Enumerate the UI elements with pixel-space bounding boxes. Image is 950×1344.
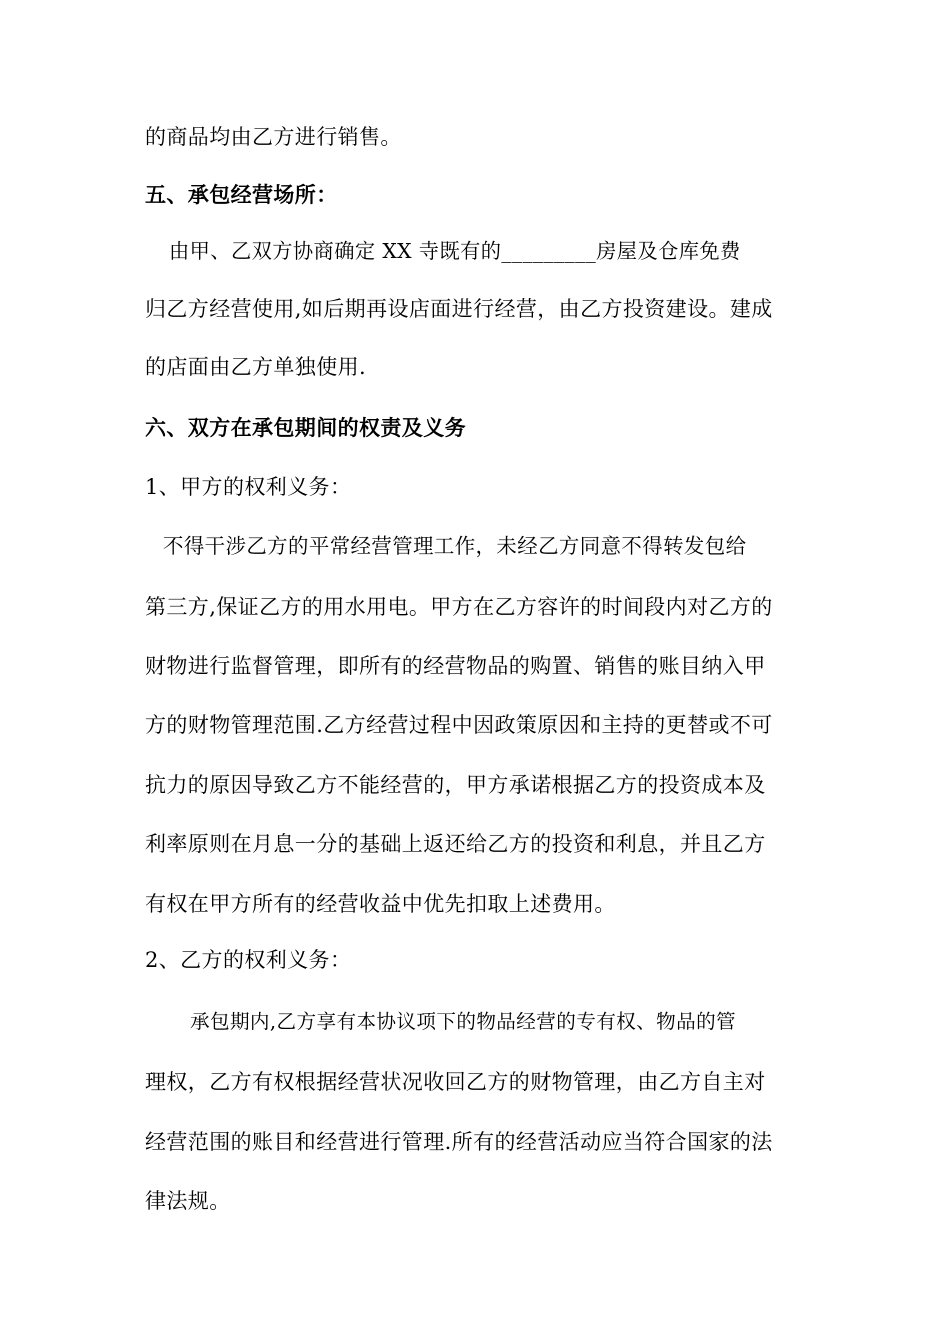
section-heading-5: 五、承包经营场所：: [145, 182, 338, 207]
text-line: 有权在甲方所有的经营收益中优先扣取上述费用。: [145, 892, 616, 916]
text-line: 第三方,保证乙方的用水用电。甲方在乙方容许的时间段内对乙方的: [145, 595, 773, 619]
text-line: 利率原则在月息一分的基础上返还给乙方的投资和利息，并且乙方: [145, 832, 766, 856]
section-heading-6: 六、双方在承包期间的权责及义务: [145, 415, 466, 440]
subheading-party-a: 1、甲方的权利义务：: [145, 475, 352, 499]
text-line: 理权，乙方有权根据经营状况收回乙方的财物管理，由乙方自主对: [145, 1070, 766, 1094]
text-line: 承包期内,乙方享有本协议项下的物品经营的专有权、物品的管: [190, 1010, 737, 1033]
text-line: 归乙方经营使用,如后期再设店面进行经营，由乙方投资建设。建成: [145, 297, 773, 321]
subheading-party-b: 2、乙方的权利义务：: [145, 948, 352, 972]
text-line: 由甲、乙双方协商确定 XX 寺既有的_________房屋及仓库免费: [169, 239, 741, 263]
text-line: 抗力的原因导致乙方不能经营的，甲方承诺根据乙方的投资成本及: [145, 773, 766, 797]
text-line: 的店面由乙方单独使用.: [145, 355, 367, 379]
text-line: 方的财物管理范围.乙方经营过程中因政策原因和主持的更替或不可: [145, 713, 773, 737]
text-line: 经营范围的账目和经营进行管理.所有的经营活动应当符合国家的法: [145, 1130, 773, 1154]
text-line: 不得干涉乙方的平常经营管理工作，未经乙方同意不得转发包给: [163, 534, 747, 558]
text-line: 的商品均由乙方进行销售。: [145, 125, 402, 149]
text-line: 财物进行监督管理，即所有的经营物品的购置、销售的账目纳入甲: [145, 654, 766, 678]
text-line: 律法规。: [145, 1189, 231, 1213]
